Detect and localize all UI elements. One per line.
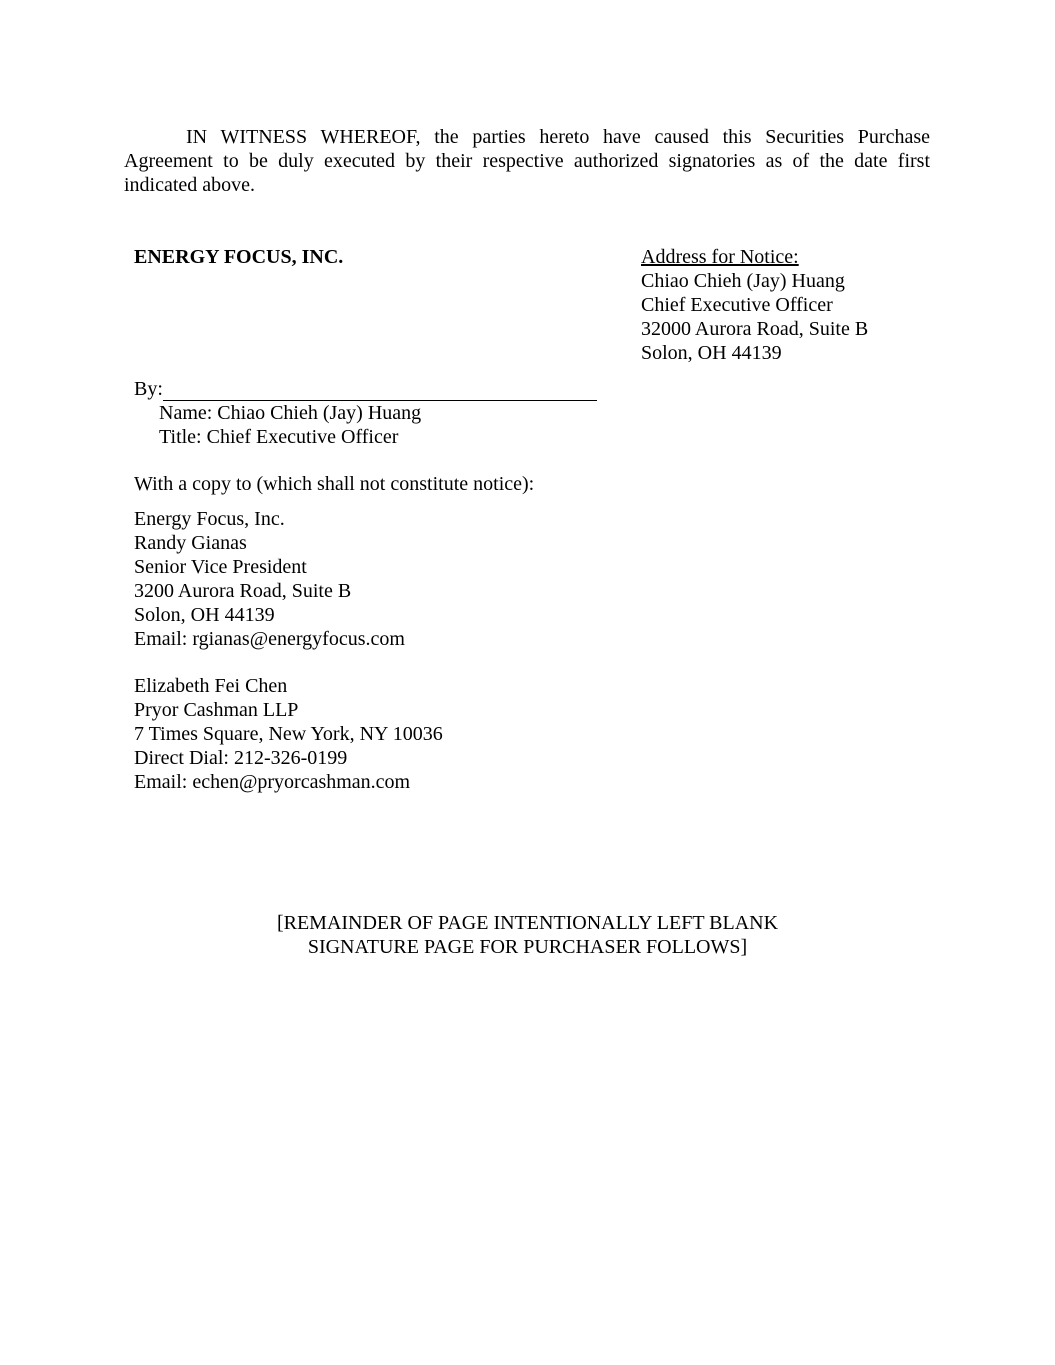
signatory-name: Name: Chiao Chieh (Jay) Huang (159, 402, 422, 424)
contact-line: Elizabeth Fei Chen (134, 675, 288, 697)
contact-email: Email: rgianas@energyfocus.com (134, 628, 405, 650)
signature-by-row (134, 377, 597, 401)
remainder-notice (0, 911, 1055, 959)
copy-to-heading: With a copy to (which shall not constitute notice): (134, 473, 535, 495)
notice-address-block (641, 245, 868, 365)
contact-phone: Direct Dial: 212-326-0199 (134, 747, 348, 769)
contact-line: Pryor Cashman LLP (134, 699, 299, 721)
contact-block-pryor-cashman (134, 674, 443, 794)
signature-by-label: By: (134, 378, 163, 400)
notice-heading: Address for Notice: (641, 246, 799, 268)
contact-line: Energy Focus, Inc. (134, 508, 285, 530)
contact-line: 3200 Aurora Road, Suite B (134, 580, 352, 602)
notice-line: Chiao Chieh (Jay) Huang (641, 270, 845, 292)
witness-paragraph: IN WITNESS WHEREOF, the parties hereto have caused this Securities Purchase Agreement to be duly executed by their respective authorized signatories as of the date first indicated above. (124, 126, 930, 196)
contact-block-energy-focus (134, 507, 405, 651)
notice-line: Chief Executive Officer (641, 294, 833, 316)
company-name: ENERGY FOCUS, INC. (134, 246, 344, 268)
contact-line: Randy Gianas (134, 532, 247, 554)
contact-line: 7 Times Square, New York, NY 10036 (134, 723, 443, 745)
remainder-line: [REMAINDER OF PAGE INTENTIONALLY LEFT BLANK (276, 912, 779, 934)
contact-line: Senior Vice President (134, 556, 307, 578)
signature-line (163, 380, 597, 401)
notice-line: 32000 Aurora Road, Suite B (641, 318, 869, 340)
signature-block (134, 377, 597, 449)
notice-line: Solon, OH 44139 (641, 342, 782, 364)
contact-email: Email: echen@pryorcashman.com (134, 771, 411, 793)
remainder-line: SIGNATURE PAGE FOR PURCHASER FOLLOWS] (307, 936, 748, 958)
contact-line: Solon, OH 44139 (134, 604, 275, 626)
signatory-title: Title: Chief Executive Officer (159, 426, 399, 448)
